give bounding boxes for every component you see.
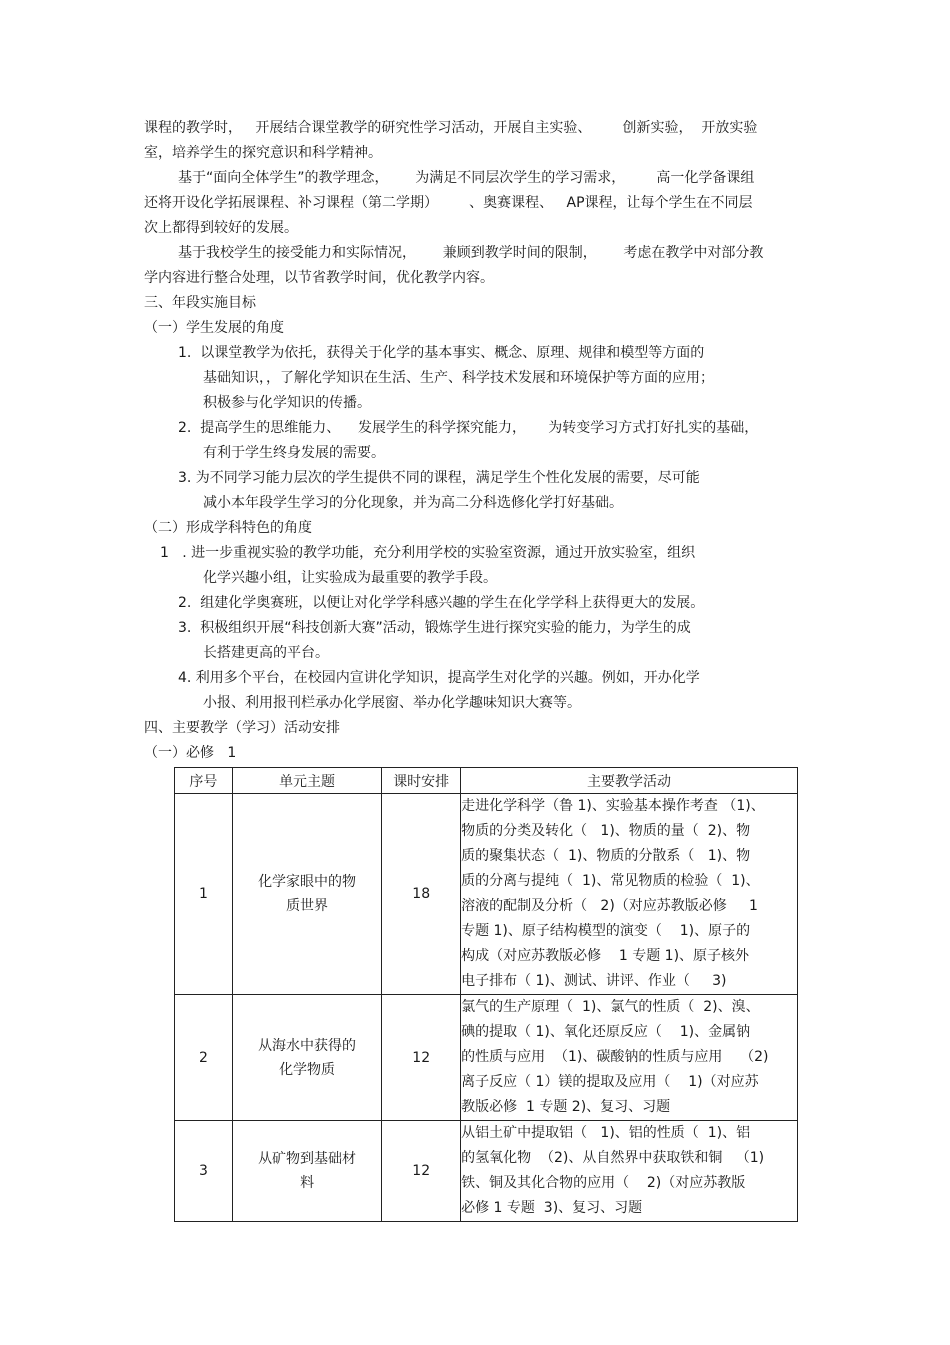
list-item: 1. 以课堂教学为依托，获得关于化学的基本事实、概念、原理、规律和模型等方面的 <box>178 345 705 361</box>
list-item-continuation: 积极参与化学知识的传播。 <box>203 395 371 411</box>
list-item: 3. 为不同学习能力层次的学生提供不同的课程，满足学生个性化发展的需要，尽可能 <box>178 470 700 486</box>
section-heading: 四、主要教学（学习）活动安排 <box>144 720 340 736</box>
activity-line: 必修 1 专题 3)、复习、习题 <box>461 1200 643 1216</box>
cell-number: 1 <box>175 794 233 995</box>
section-heading: 三、年段实施目标 <box>144 295 256 311</box>
col-header-hours: 课时安排 <box>382 768 461 794</box>
cell-activities <box>461 995 798 1121</box>
activity-line: 的性质与应用 （1)、碳酸钠的性质与应用 （2) <box>461 1049 769 1065</box>
paragraph-line: 课程的教学时， 开展结合课堂教学的研究性学习活动，开展自主实验、 创新实验， 开放实验 <box>144 120 758 136</box>
col-header-activities: 主要教学活动 <box>461 768 798 794</box>
cell-unit-theme <box>232 995 381 1121</box>
paragraph-line: 次上都得到较好的发展。 <box>144 220 298 236</box>
activity-line: 的氢氧化物 （2)、从自然界中获取铁和铜 （1) <box>461 1150 765 1166</box>
subsection-heading: （一）必修 1 <box>144 745 237 761</box>
col-header-unit-theme: 单元主题 <box>232 768 381 794</box>
activity-line: 从铝土矿中提取铝（ 1)、铝的性质（ 1)、铝 <box>461 1125 751 1141</box>
paragraph-line: 还将开设化学拓展课程、补习课程（第二学期） 、奥赛课程、 AP课程，让每个学生在不同层 <box>144 195 753 211</box>
list-item-continuation: 化学兴趣小组，让实验成为最重要的教学手段。 <box>203 570 497 586</box>
list-item-continuation: 小报、利用报刊栏承办化学展窗、举办化学趣味知识大赛等。 <box>203 695 581 711</box>
table-row <box>175 794 798 995</box>
list-item-continuation: 长搭建更高的平台。 <box>203 645 329 661</box>
cell-hours: 12 <box>382 1121 461 1222</box>
paragraph-line: 室，培养学生的探究意识和科学精神。 <box>144 145 382 161</box>
activity-line: 氯气的生产原理（ 1)、氯气的性质（ 2)、溴、 <box>461 999 760 1015</box>
table-row <box>175 995 798 1121</box>
unit-theme-line: 质世界 <box>286 898 329 914</box>
table-row <box>175 1121 798 1222</box>
list-item-continuation: 基础知识，，了解化学知识在生活、生产、科学技术发展和环境保护等方面的应用； <box>203 370 714 386</box>
paragraph-line: 基于“面向全体学生”的教学理念， 为满足不同层次学生的学习需求， 高一化学备课组 <box>178 170 755 186</box>
unit-theme-line: 化学家眼中的物 <box>258 874 357 890</box>
cell-unit-theme <box>232 794 381 995</box>
activity-line: 电子排布（ 1)、测试、讲评、作业（ 3) <box>461 973 727 989</box>
cell-number: 2 <box>175 995 233 1121</box>
unit-theme-line: 从海水中获得的 <box>258 1037 357 1054</box>
activity-line: 构成（对应苏教版必修 1 专题 1)、原子核外 <box>461 948 750 964</box>
unit-theme-line: 化学物质 <box>279 1061 336 1078</box>
list-item: 2. 提高学生的思维能力、 发展学生的科学探究能力， 为转变学习方式打好扎实的基础， <box>178 420 759 436</box>
cell-activities <box>461 1121 798 1222</box>
col-header-number: 序号 <box>175 768 233 794</box>
activity-line: 铁、铜及其化合物的应用（ 2)（对应苏教版 <box>461 1175 746 1191</box>
activity-table <box>174 767 798 1222</box>
list-item-continuation: 减小本年段学生学习的分化现象，并为高二分科选修化学打好基础。 <box>203 495 623 511</box>
activity-line: 专题 1)、原子结构模型的演变（ 1)、原子的 <box>461 923 751 939</box>
activity-line: 碘的提取（ 1)、氧化还原反应（ 1)、金属钠 <box>461 1024 751 1040</box>
list-item: 1 . 进一步重视实验的教学功能，充分利用学校的实验室资源，通过开放实验室，组织 <box>160 545 696 561</box>
activity-line: 离子反应（ 1）镁的提取及应用（ 1)（对应苏 <box>461 1074 759 1090</box>
list-item: 4. 利用多个平台，在校园内宣讲化学知识，提高学生对化学的兴趣。例如，开办化学 <box>178 670 700 686</box>
cell-hours: 12 <box>382 995 461 1121</box>
table-header-row <box>175 768 798 794</box>
list-item: 3. 积极组织开展“科技创新大赛”活动，锻炼学生进行探究实验的能力，为学生的成 <box>178 620 691 636</box>
cell-number: 3 <box>175 1121 233 1222</box>
activity-line: 质的聚集状态（ 1)、物质的分散系（ 1)、物 <box>461 848 751 864</box>
paragraph-line: 学内容进行整合处理，以节省教学时间，优化教学内容。 <box>144 270 494 286</box>
activity-line: 教版必修 1 专题 2)、复习、习题 <box>461 1099 671 1115</box>
cell-activities <box>461 794 798 995</box>
list-item-continuation: 有利于学生终身发展的需要。 <box>203 445 385 461</box>
activity-line: 走进化学科学（鲁 1)、实验基本操作考查 （1)、 <box>461 798 765 814</box>
activity-line: 物质的分类及转化（ 1)、物质的量（ 2)、物 <box>461 823 751 839</box>
unit-theme-line: 从矿物到基础材 <box>258 1151 357 1167</box>
unit-theme-line: 料 <box>300 1175 315 1191</box>
activity-line: 质的分离与提纯（ 1)、常见物质的检验（ 1)、 <box>461 873 760 889</box>
activity-line: 溶液的配制及分析（ 2)（对应苏教版必修 1 <box>461 898 758 914</box>
cell-unit-theme <box>232 1121 381 1222</box>
list-item: 2. 组建化学奥赛班，以便让对化学学科感兴趣的学生在化学学科上获得更大的发展。 <box>178 595 705 611</box>
subsection-heading: （二）形成学科特色的角度 <box>144 520 312 536</box>
paragraph-line: 基于我校学生的接受能力和实际情况， 兼顾到教学时间的限制， 考虑在教学中对部分教 <box>178 245 764 261</box>
subsection-heading: （一）学生发展的角度 <box>144 320 284 336</box>
cell-hours: 18 <box>382 794 461 995</box>
